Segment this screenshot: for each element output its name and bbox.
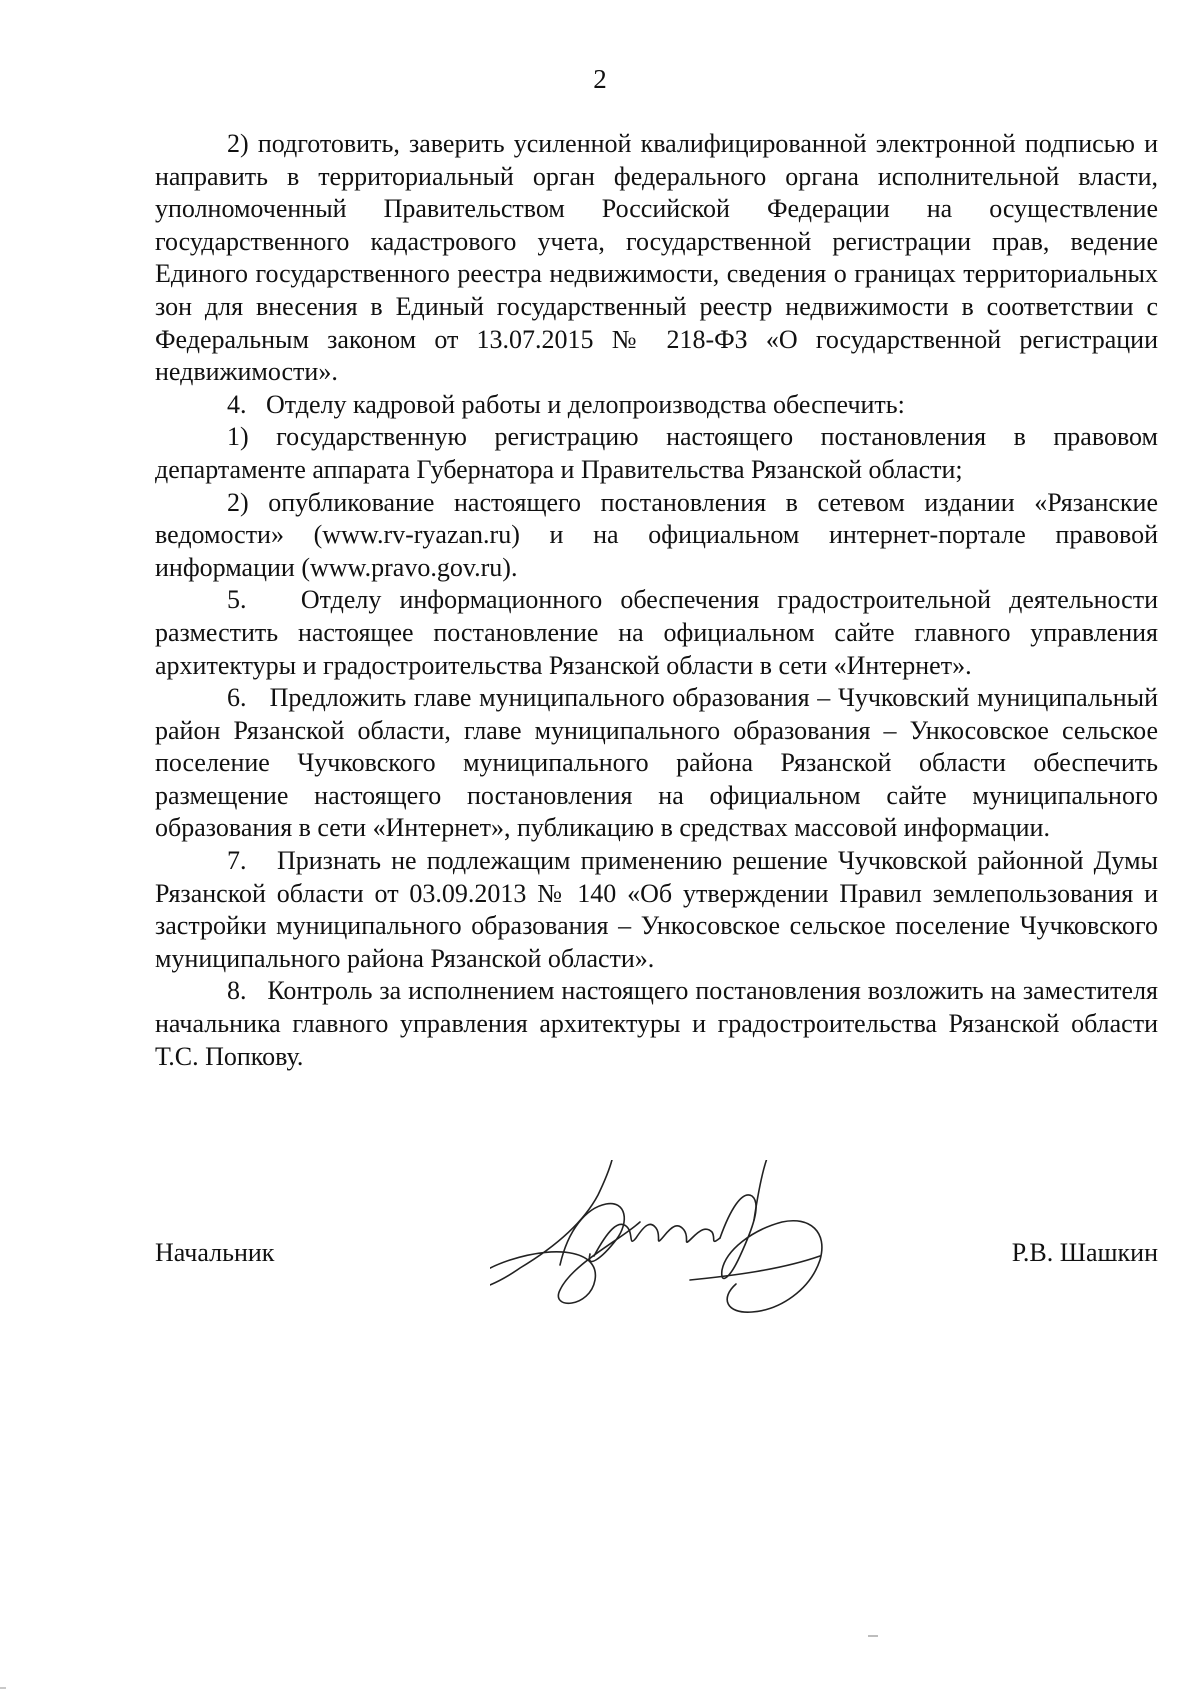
paragraph-item-2: 2) подготовить, заверить усиленной квалифицированной электронной подписью и направить в территориальный орган федерального органа исполнительной власти, уполномоченный Правительством Российской Федерации на осуществление государственного кадастрового учета, государственной регистрации прав, ведение Единого государственного реестра недвижимости, сведения о границах территориальных зон для внесения в Единый государственный реестр недвижимости в соответствии с Федеральным законом от 13.07.2015 № 218-ФЗ «О государственной регистрации недвижимости». [155, 129, 1158, 387]
document-body [155, 128, 1158, 1073]
paragraph-section-6: 6. Предложить главе муниципального образования – Чучковский муниципальный район Рязанской области, главе муниципального образования – Ункосовское сельское поселение Чучковского муниципального района Рязанской области обеспечить размещение настоящего постановления на официальном сайте муниципального образования в сети «Интернет», публикацию в средствах массовой информации. [155, 683, 1158, 843]
signature-block [155, 1238, 1158, 1278]
signatory-title: Начальник [155, 1238, 275, 1267]
scan-edge-mark [0, 1687, 6, 1689]
paragraph-section-5: 5. Отделу информационного обеспечения градостроительной деятельности разместить настоящее постановление на официальном сайте главного управления архитектуры и градостроительства Рязанской области в сети «Интернет». [155, 585, 1158, 680]
signatory-name: Р.В. Шашкин [1011, 1238, 1158, 1267]
scan-speck [868, 1635, 878, 1637]
page-number: 2 [593, 64, 607, 94]
paragraph-section-7: 7. Признать не подлежащим применению решение Чучковской районной Думы Рязанской области от 03.09.2013 № 140 «Об утверждении Правил землепользования и застройки муниципального образования – Ункосовское сельское поселение Чучковского муниципального района Рязанской области». [155, 846, 1158, 973]
paragraph-item-4-2: 2) опубликование настоящего постановления в сетевом издании «Рязанские ведомости» (www.rv-ryazan.ru) и на официальном интернет-портале правовой информации (www.pravo.gov.ru). [155, 487, 1158, 582]
paragraph-item-4-1: 1) государственную регистрацию настоящего постановления в правовом департаменте аппарата Губернатора и Правительства Рязанской области; [155, 422, 1158, 484]
paragraph-section-4: 4. Отделу кадровой работы и делопроизводства обеспечить: [227, 389, 905, 419]
paragraph-section-8: 8. Контроль за исполнением настоящего постановления возложить на заместителя начальника главного управления архитектуры и градостроительства Рязанской области Т.С. Попкову. [155, 976, 1158, 1071]
